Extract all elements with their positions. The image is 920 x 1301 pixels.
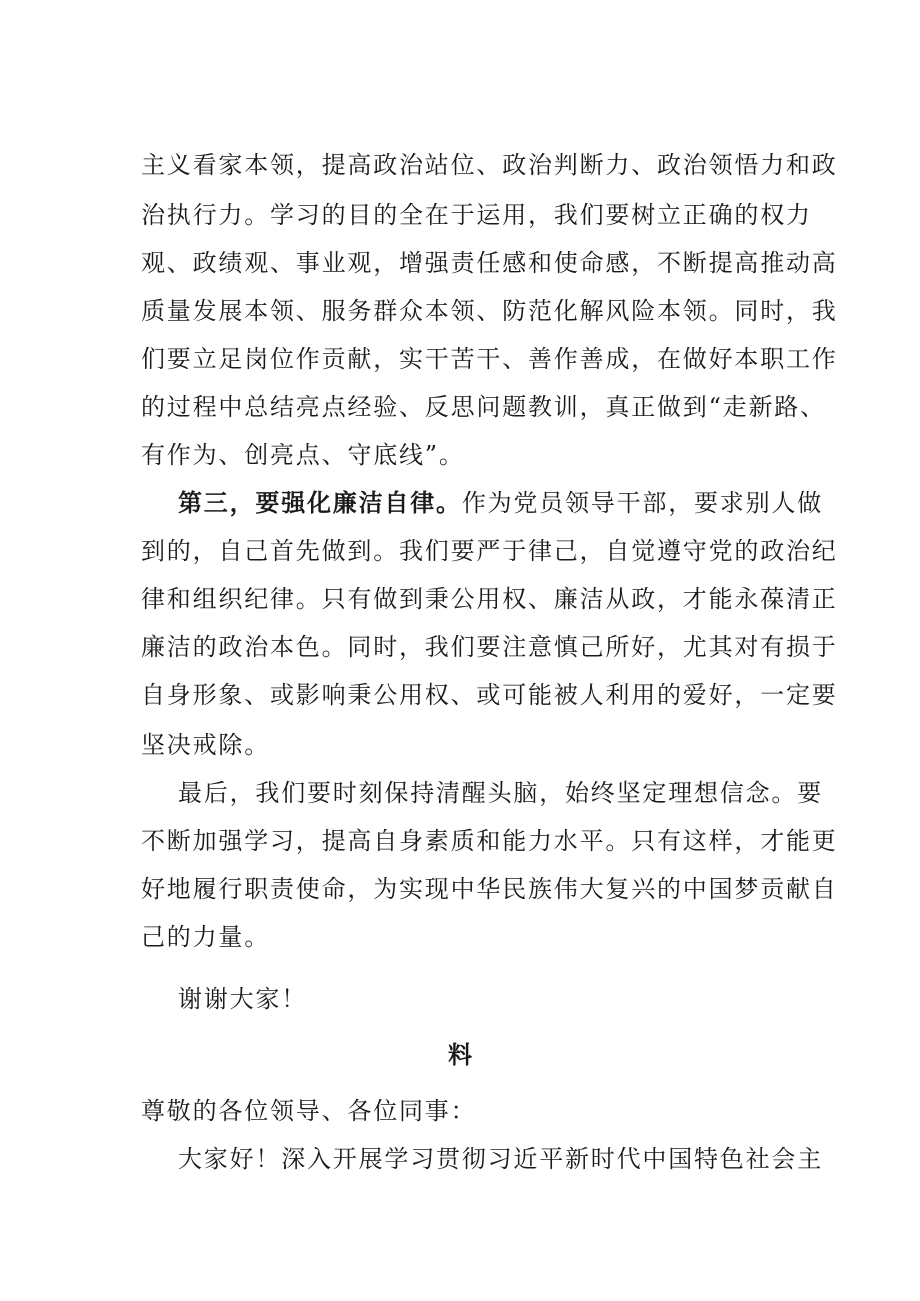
paragraph-line: 坚决戒除。 xyxy=(141,731,270,759)
document-title: 料 xyxy=(448,1040,472,1069)
paragraph-line: 自身形象、或影响秉公用权、或可能被人利用的爱好，一定要 xyxy=(141,681,838,709)
paragraph-line: 的过程中总结亮点经验、反思问题教训，真正做到“走新路、 xyxy=(141,393,826,421)
paragraph-line: 质量发展本领、服务群众本领、防范化解风险本领。同时，我 xyxy=(141,297,838,325)
paragraph-line: 己的力量。 xyxy=(141,923,270,951)
paragraph-line: 观、政绩观、事业观，增强责任感和使命感，不断提高推动高 xyxy=(141,249,838,277)
closing-thanks: 谢谢大家！ xyxy=(178,985,307,1013)
opening-line: 大家好！深入开展学习贯彻习近平新时代中国特色社会主 xyxy=(178,1145,823,1173)
paragraph-line: 主义看家本领，提高政治站位、政治判断力、政治领悟力和政 xyxy=(141,151,838,179)
paragraph-line: 治执行力。学习的目的全在于运用，我们要树立正确的权力 xyxy=(141,201,812,229)
paragraph-first-line xyxy=(178,488,823,518)
paragraph-line: 不断加强学习，提高自身素质和能力水平。只有这样，才能更 xyxy=(141,827,838,855)
salutation: 尊敬的各位领导、各位同事： xyxy=(141,1097,477,1125)
paragraph-line: 们要立足岗位作贡献，实干苦干、善作善成，在做好本职工作 xyxy=(141,345,838,373)
paragraph-line: 律和组织纪律。只有做到秉公用权、廉洁从政，才能永葆清正 xyxy=(141,585,838,613)
paragraph-text: 作为党员领导干部，要求别人做 xyxy=(461,489,824,517)
paragraph-line: 好地履行职责使命，为实现中华民族伟大复兴的中国梦贡献自 xyxy=(141,875,838,903)
paragraph-line: 到的，自己首先做到。我们要严于律己，自觉遵守党的政治纪 xyxy=(141,537,838,565)
paragraph-first-line: 最后，我们要时刻保持清醒头脑，始终坚定理想信念。要 xyxy=(178,779,823,807)
paragraph-line: 有作为、创亮点、守底线”。 xyxy=(141,441,465,469)
paragraph-line: 廉洁的政治本色。同时，我们要注意慎己所好，尤其对有损于 xyxy=(141,633,838,661)
section-heading: 第三，要强化廉洁自律。 xyxy=(178,488,462,517)
